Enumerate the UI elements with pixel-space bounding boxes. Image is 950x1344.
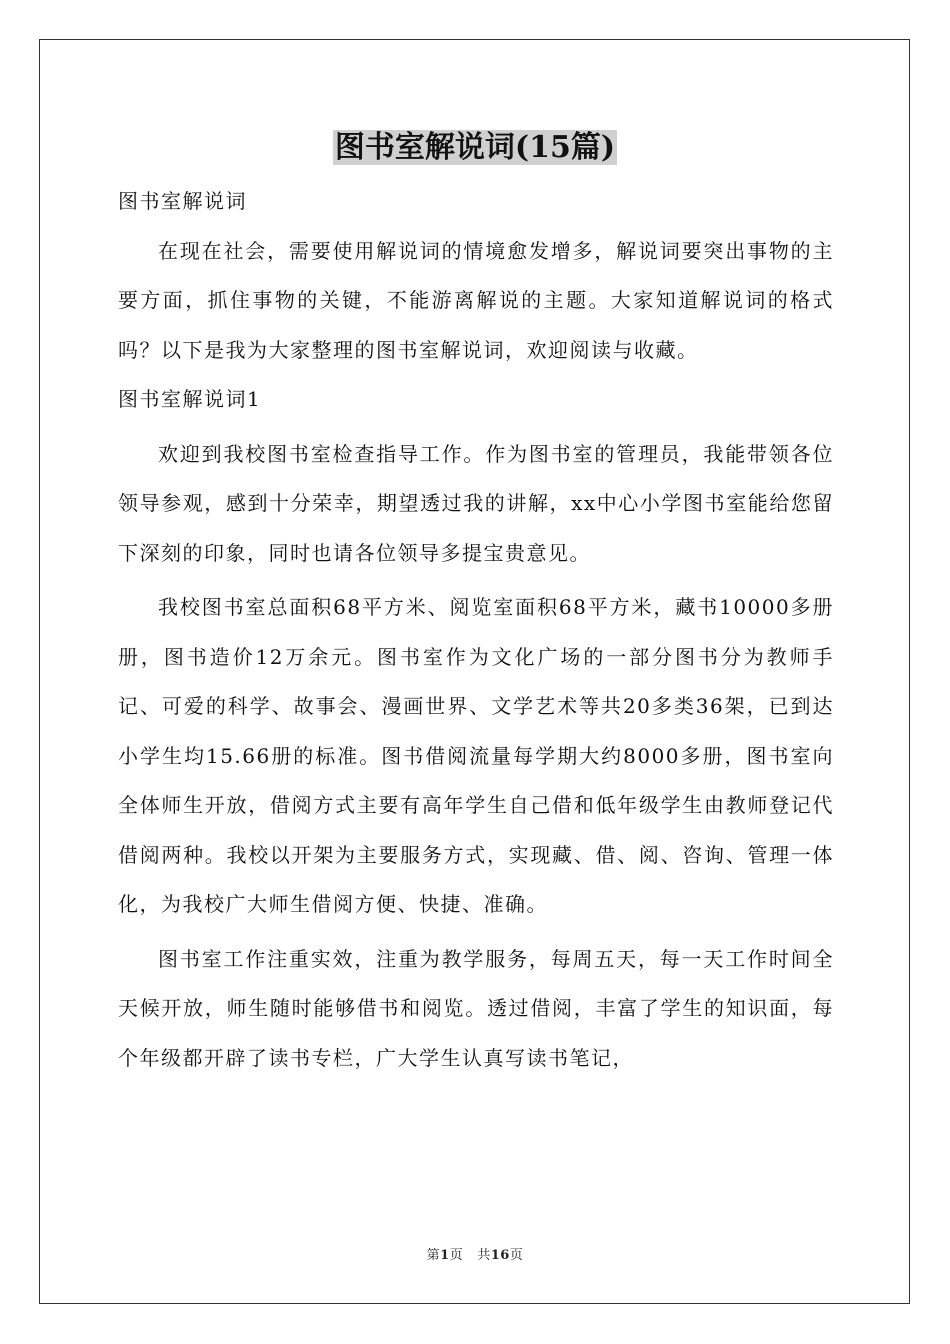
section-heading: 图书室解说词	[118, 189, 247, 213]
body-paragraph-1: 欢迎到我校图书室检查指导工作。作为图书室的管理员，我能带领各位领导参观，感到十分荣幸，期望透过我的讲解，xx中心小学图书室能给您留下深刻的印象，同时也请各位领导多提宝贵意见。	[118, 441, 834, 565]
page-footer	[0, 1247, 950, 1265]
page-suffix: 页	[449, 1248, 464, 1263]
document-title	[0, 125, 950, 171]
body-paragraph-2: 我校图书室总面积68平方米、阅览室面积68平方米，藏书10000多册册，图书造价12万余元。图书室作为文化广场的一部分图书分为教师手记、可爱的科学、故事会、漫画世界、文学艺术等共20多类36架，已到达小学生均15.66册的标准。图书借阅流量每学期大约8000多册，图书室向全体师生开放，借阅方式主要有高年学生自己借和低年级学生由教师登记代借阅两种。我校以开架为主要服务方式，实现藏、借、阅、咨询、管理一体化，为我校广大师生借阅方便、快捷、准确。	[118, 595, 834, 916]
body-paragraph-3: 图书室工作注重实效，注重为教学服务，每周五天，每一天工作时间全天候开放，师生随时能够借书和阅览。透过借阅，丰富了学生的知识面，每个年级都开辟了读书专栏，广大学生认真写读书笔记，	[118, 946, 834, 1070]
total-prefix: 共	[477, 1248, 491, 1263]
section-heading-1: 图书室解说词1	[118, 387, 262, 411]
page-prefix: 第	[426, 1248, 441, 1263]
total-suffix: 页	[509, 1248, 524, 1263]
intro-paragraph: 在现在社会，需要使用解说词的情境愈发增多，解说词要突出事物的主要方面，抓住事物的关键，不能游离解说的主题。大家知道解说词的格式吗？以下是我为大家整理的图书室解说词，欢迎阅读与收藏。	[118, 238, 834, 362]
document-title-text: 图书室解说词(15篇)	[334, 130, 616, 165]
total-pages: 16	[490, 1248, 510, 1263]
page-number: 1	[440, 1248, 450, 1263]
document-body	[118, 177, 834, 1083]
